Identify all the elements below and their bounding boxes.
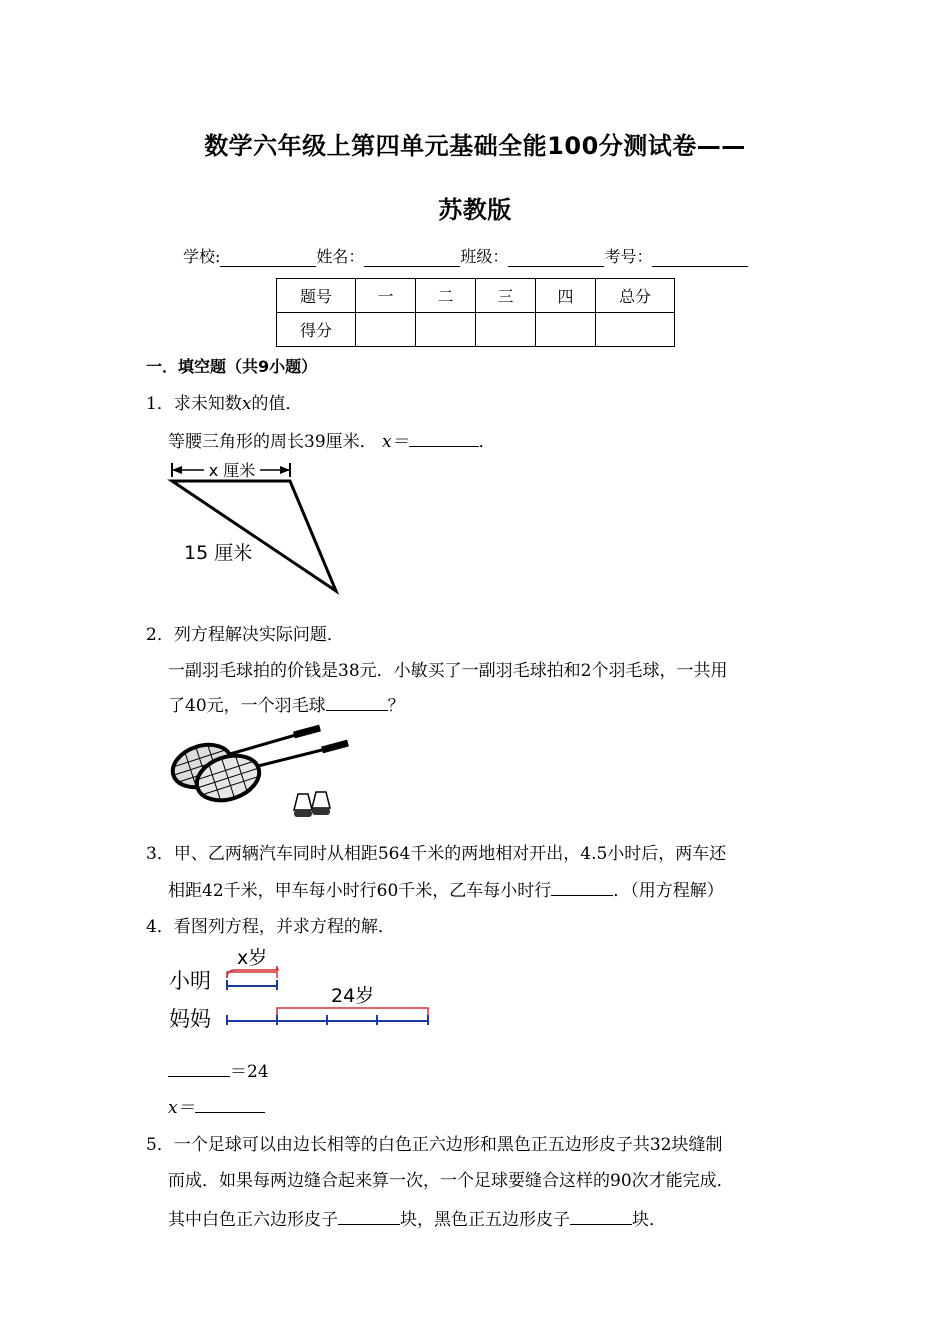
section-title: 一．填空题（共9小题） <box>146 357 318 376</box>
q1-condition: 等腰三角形的周长39厘米． <box>168 432 377 452</box>
q5-line3-b: 块，黑色正五边形皮子 <box>400 1210 570 1230</box>
student-info-row <box>183 244 748 267</box>
q1-var: x <box>241 394 252 414</box>
q2-line3-b: ？ <box>387 696 405 716</box>
q3-line2-a: 相距42千米，甲车每小时行60千米，乙车每小时行 <box>168 881 552 901</box>
q5-hexagon-blank[interactable] <box>338 1208 400 1225</box>
score-header-cell: 三 <box>476 279 536 313</box>
score-header-cell: 二 <box>416 279 476 313</box>
score-cell[interactable] <box>356 313 416 347</box>
q1-triangle-figure <box>160 455 360 595</box>
q4-stem <box>146 912 395 937</box>
q1-line2 <box>168 427 496 452</box>
q4-label-xiaoming: 小明 <box>169 969 211 993</box>
q4-label-x: x岁 <box>237 947 268 969</box>
q2-line2: 一副羽毛球拍的价钱是38元．小敏买了一副羽毛球拍和2个羽毛球，一共用 <box>168 661 728 681</box>
q5-number: 5． <box>146 1135 174 1155</box>
score-cell[interactable] <box>416 313 476 347</box>
q1-answer-blank[interactable] <box>409 430 479 447</box>
score-header-cell: 总分 <box>596 279 675 313</box>
q4-ans-prefix: x＝ <box>168 1098 195 1118</box>
q3-answer-blank[interactable] <box>551 879 613 896</box>
q3-line2-b: ．（用方程解） <box>613 881 724 901</box>
q3-line1 <box>146 839 726 864</box>
q2-line3 <box>168 691 405 716</box>
q3-line2 <box>168 876 724 901</box>
shuttlecock-icon <box>294 792 330 817</box>
q1-fig-side-label: 15 厘米 <box>184 542 253 564</box>
q2-answer-blank[interactable] <box>326 694 388 711</box>
q1-number: 1． <box>146 394 174 414</box>
q2-text: 列方程解决实际问题． <box>173 625 344 645</box>
q1-answer-suffix: ． <box>478 432 496 452</box>
q5-line3-c: 块． <box>632 1210 666 1230</box>
score-header-cell: 一 <box>356 279 416 313</box>
q4-segment-diagram <box>165 942 440 1034</box>
q5-line1 <box>146 1130 722 1155</box>
q2-stem <box>146 620 344 645</box>
score-row-label: 得分 <box>277 313 356 347</box>
score-cell[interactable] <box>596 313 675 347</box>
class-label: 班级： <box>460 247 509 266</box>
q4-answer-line <box>168 1093 265 1118</box>
q4-equation-line <box>168 1057 269 1082</box>
q4-text: 看图列方程，并求方程的解． <box>173 917 395 937</box>
school-field[interactable] <box>220 248 316 267</box>
q4-eq-suffix: ＝24 <box>230 1062 269 1082</box>
name-label: 姓名： <box>316 247 365 266</box>
page-title: 数学六年级上第四单元基础全能100分测试卷—— <box>204 132 746 160</box>
score-table-header-row <box>277 279 675 313</box>
q1-fig-top-label: x 厘米 <box>208 461 256 480</box>
q3-text: 甲、乙两辆汽车同时从相距564千米的两地相对开出，4.5小时后，两车还 <box>173 844 727 864</box>
exam-no-label: 考号： <box>604 247 653 266</box>
q4-equation-blank[interactable] <box>168 1060 230 1077</box>
q1-text: 求未知数 <box>173 394 242 414</box>
q5-text: 一个足球可以由边长相等的白色正六边形和黑色正五边形皮子共32块缝制 <box>173 1135 723 1155</box>
score-header-cell: 四 <box>536 279 596 313</box>
q5-line2: 而成．如果每两边缝合起来算一次，一个足球要缝合这样的90次才能完成． <box>168 1171 734 1191</box>
score-table <box>276 278 675 347</box>
q4-label-mama: 妈妈 <box>169 1007 211 1031</box>
q2-line3-a: 了40元，一个羽毛球 <box>168 696 326 716</box>
q4-number: 4． <box>146 917 174 937</box>
q5-line3-a: 其中白色正六边形皮子 <box>168 1210 338 1230</box>
exam-no-field[interactable] <box>652 248 748 267</box>
score-cell[interactable] <box>536 313 596 347</box>
class-field[interactable] <box>508 248 604 267</box>
name-field[interactable] <box>364 248 460 267</box>
q2-number: 2． <box>146 625 174 645</box>
score-cell[interactable] <box>476 313 536 347</box>
school-label: 学校: <box>183 247 221 266</box>
q1-answer-prefix: x＝ <box>382 432 409 452</box>
badminton-figure <box>166 722 356 822</box>
q5-pentagon-blank[interactable] <box>570 1208 632 1225</box>
score-header-cell: 题号 <box>277 279 356 313</box>
q4-label-24: 24岁 <box>331 985 375 1007</box>
q4-answer-blank[interactable] <box>195 1096 265 1113</box>
page-subtitle: 苏教版 <box>438 196 512 224</box>
q1-text-end: 的值． <box>251 394 303 414</box>
q3-number: 3． <box>146 844 174 864</box>
score-table-score-row <box>277 313 675 347</box>
q5-line3 <box>168 1205 666 1230</box>
q1-stem <box>146 389 302 414</box>
